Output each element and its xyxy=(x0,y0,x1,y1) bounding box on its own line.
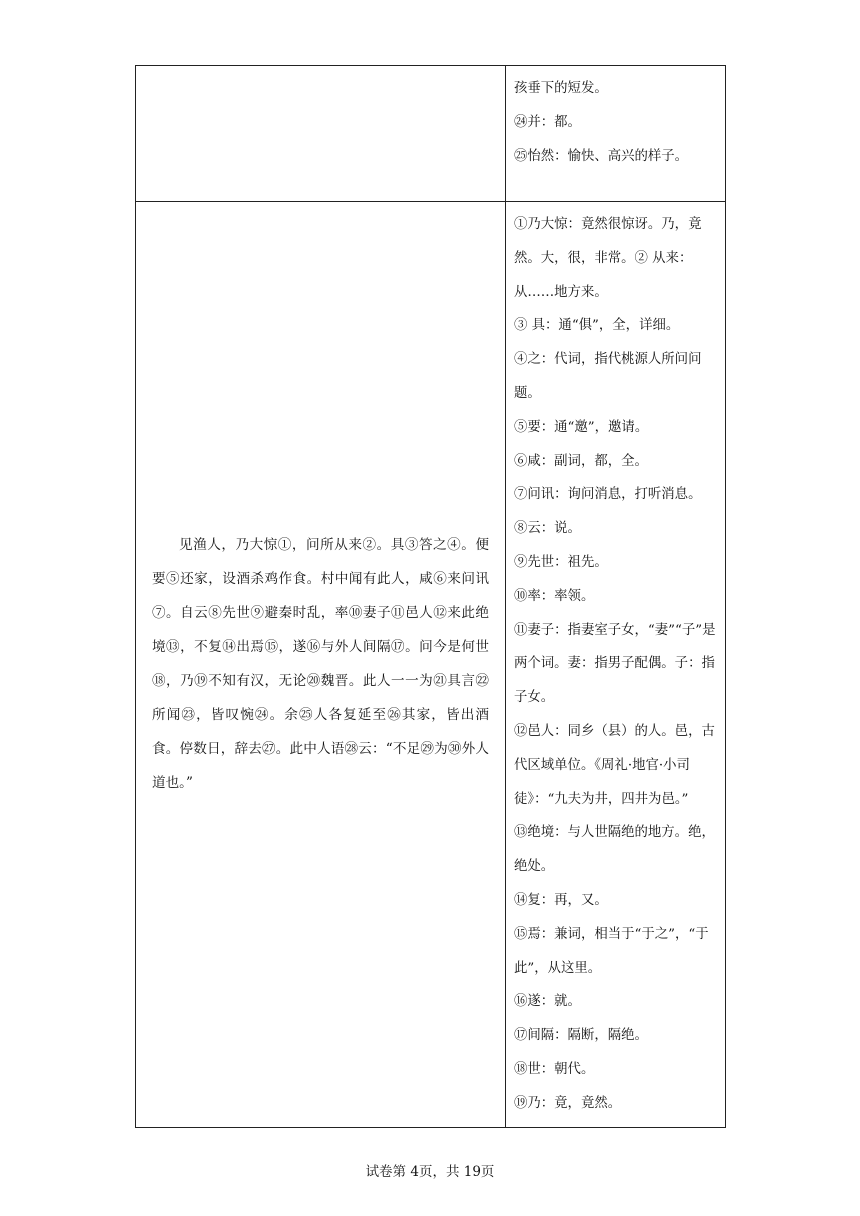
notes-cell xyxy=(506,66,726,202)
note-item: 孩垂下的短发。 xyxy=(514,81,608,96)
passage-cell xyxy=(136,202,506,1128)
note-item: ⑱世：朝代。 xyxy=(514,1061,595,1077)
note-item: ⑤要：通“邀”，邀请。 xyxy=(514,419,649,435)
note-item: ⑧云：说。 xyxy=(514,521,581,537)
passage-cell-empty xyxy=(136,66,506,202)
note-item: ㉔并：都。 xyxy=(514,114,581,130)
note-item: ④之：代词，指代桃源人所问问题。 xyxy=(514,352,702,401)
page-footer: 试卷第 4页，共 19页 xyxy=(365,1164,495,1180)
note-item: ⑮焉：兼词，相当于“于之”，“于此”，从这里。 xyxy=(514,926,709,976)
note-item: ⑭复：再，又。 xyxy=(514,892,608,908)
note-item: ⑨先世：祖先。 xyxy=(514,554,608,570)
notes-cell xyxy=(506,202,726,1128)
notes-list xyxy=(506,202,725,1127)
notes-list xyxy=(506,66,725,179)
note-item: ⑰间隔：隔断，隔绝。 xyxy=(514,1028,648,1044)
note-item: ⑥咸：副词，都，全。 xyxy=(514,453,648,469)
note-item: ①乃大惊：竟然很惊讶。乃，竟然。大，很，非常。② 从来：从……地方来。 xyxy=(514,217,702,300)
note-item: ⑪妻子：指妻室子女，“妻”“子”是两个词。妻：指男子配偶。子：指子女。 xyxy=(514,622,716,706)
note-item: ㉕怡然：愉快、高兴的样子。 xyxy=(514,148,689,164)
note-item: ⑯遂：就。 xyxy=(514,994,581,1010)
annotation-table xyxy=(135,65,726,1128)
note-item: ⑫邑人：同乡（县）的人。邑，古代区域单位。《周礼·地官·小司徒》：“九夫为井，四井为邑。” xyxy=(514,723,715,807)
classical-passage: 见渔人，乃大惊①，问所从来②。具③答之④。便要⑤还家，设酒杀鸡作食。村中闻有此人，咸⑥来问讯⑦。自云⑧先世⑨避秦时乱，率⑩妻子⑪邑人⑫来此绝境⑬，不复⑭出焉⑮，遂⑯与外人间隔⑰。问今是何世⑱，乃⑲不知有汉，无论⑳魏晋。此人一一为㉑具言㉒所闻㉓，皆叹惋㉔。余㉕人各复延至㉖其家，皆出酒食。停数日，辞去㉗。此中人语㉘云：“不足㉙为㉚外人道也。” xyxy=(152,537,489,792)
note-item: ⑲乃：竟，竟然。 xyxy=(514,1095,622,1111)
note-item: ⑩率：率领。 xyxy=(514,588,595,604)
note-item: ⑬绝境：与人世隔绝的地方。绝，绝处。 xyxy=(514,825,715,875)
note-item: ⑦问讯：询问消息，打听消息。 xyxy=(514,487,702,503)
table-row xyxy=(136,202,726,1128)
table-row xyxy=(136,66,726,202)
note-item: ③ 具：通“俱”，全，详细。 xyxy=(514,318,680,334)
